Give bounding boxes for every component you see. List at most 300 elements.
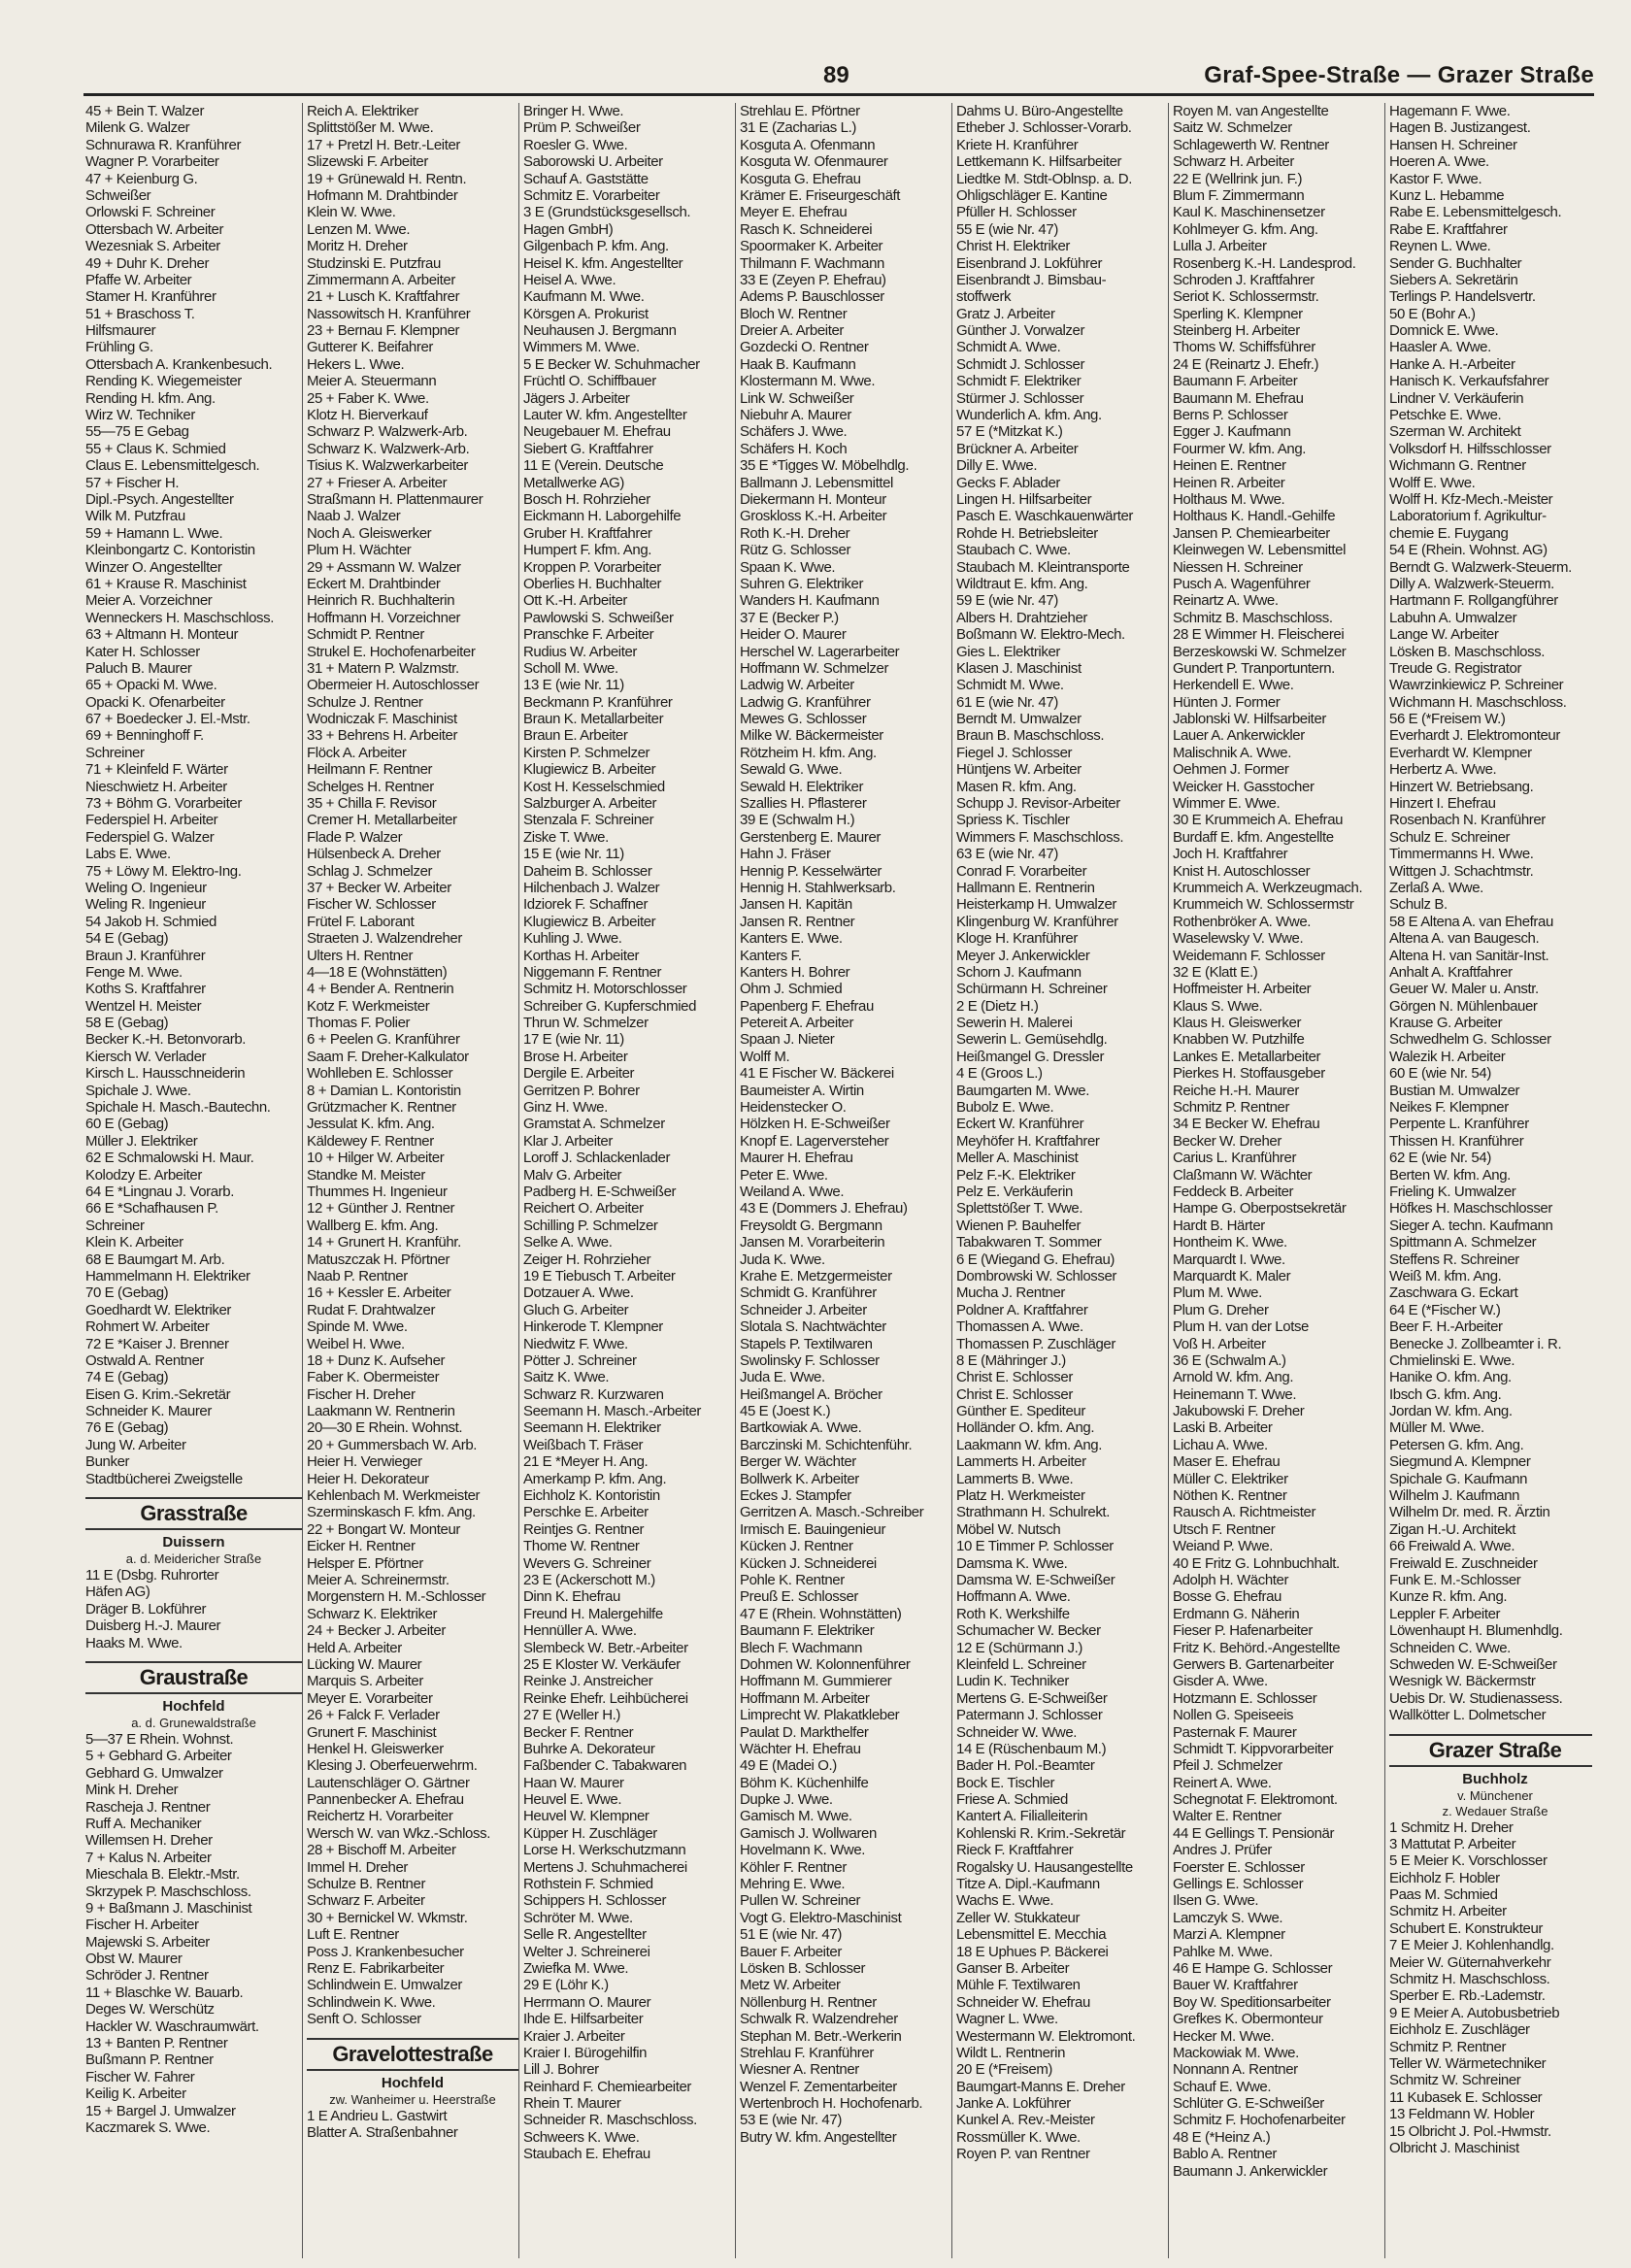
- directory-entry: Barczinski M. Schichtenführ.: [740, 1436, 913, 1453]
- directory-entry: Hennüller A. Wwe.: [523, 1622, 637, 1640]
- directory-entry: Schelges H. Rentner: [307, 778, 434, 795]
- directory-entry: Meier A. Vorzeichner: [85, 592, 213, 610]
- directory-entry: Tisius K. Walzwerkarbeiter: [307, 457, 469, 475]
- directory-entry: Suhren G. Elektriker: [740, 575, 864, 592]
- directory-entry: Korthas H. Arbeiter: [523, 947, 640, 964]
- directory-entry: Baumgarten M. Wwe.: [956, 1082, 1090, 1099]
- directory-entry: Bunker: [85, 1453, 130, 1471]
- directory-entry: Lichau A. Wwe.: [1173, 1436, 1268, 1453]
- directory-entry: Hennig H. Stahlwerksarb.: [740, 879, 896, 896]
- directory-entry: Mink H. Dreher: [85, 1782, 179, 1799]
- directory-entry: Wirz W. Techniker: [85, 407, 195, 424]
- directory-entry: Oberlies H. Buchhalter: [523, 575, 662, 592]
- directory-entry: Heißmangel A. Bröcher: [740, 1385, 882, 1403]
- directory-entry: Mewes G. Schlosser: [740, 711, 867, 728]
- directory-entry: Hekers L. Wwe.: [307, 355, 405, 373]
- directory-entry: Heuvel E. Wwe.: [523, 1791, 622, 1809]
- directory-entry: Petschke E. Wwe.: [1389, 407, 1502, 424]
- directory-entry: Wimmers F. Maschschloss.: [956, 828, 1124, 846]
- directory-entry: Hagemann F. Wwe.: [1389, 103, 1511, 119]
- directory-entry: Rending K. Wiegemeister: [85, 373, 242, 390]
- directory-column: [951, 103, 1168, 2258]
- directory-entry: Naab J. Walzer: [307, 508, 401, 525]
- directory-entry: 23 E (Ackerschott M.): [523, 1571, 655, 1588]
- directory-entry: Schauf E. Wwe.: [1173, 2078, 1272, 2095]
- directory-entry: 58 E Altena A. van Ehefrau: [1389, 913, 1553, 930]
- directory-entry: Kraier J. Arbeiter: [523, 2027, 625, 2045]
- directory-entry: Dergile E. Arbeiter: [523, 1065, 635, 1083]
- directory-entry: Humpert F. kfm. Ang.: [523, 542, 652, 559]
- directory-entry: 24 + Becker J. Arbeiter: [307, 1622, 446, 1640]
- directory-entry: Rosenberg K.-H. Landesprod.: [1173, 254, 1356, 272]
- directory-entry: Thoms W. Schiffsführer: [1173, 339, 1315, 356]
- directory-entry: 61 + Krause R. Maschinist: [85, 575, 247, 592]
- directory-entry: Selke A. Wwe.: [523, 1234, 613, 1251]
- directory-entry: Treude G. Registrator: [1389, 659, 1522, 677]
- directory-entry: 69 + Benninghoff F.: [85, 727, 204, 745]
- directory-entry: Dilly A. Walzwerk-Steuerm.: [1389, 575, 1554, 592]
- directory-entry: Kastor F. Wwe.: [1389, 170, 1482, 187]
- directory-entry: Slizewski F. Arbeiter: [307, 153, 428, 171]
- directory-entry: Hontheim K. Wwe.: [1173, 1234, 1287, 1251]
- directory-entry: Schürmann H. Schreiner: [956, 981, 1108, 998]
- directory-entry: Deges W. Werschütz: [85, 2001, 215, 2018]
- directory-entry: 30 + Bernickel W. Wkmstr.: [307, 1909, 468, 1926]
- directory-entry: Studzinski E. Putzfrau: [307, 254, 441, 272]
- directory-entry: Kleinfeld L. Schreiner: [956, 1655, 1086, 1673]
- directory-entry: 58 E (Gebag): [85, 1015, 169, 1032]
- directory-entry: 28 + Bischoff M. Arbeiter: [307, 1842, 456, 1859]
- directory-entry: Schmitz P. Rentner: [1389, 2038, 1507, 2055]
- directory-entry: Baumeister A. Wirtin: [740, 1082, 864, 1099]
- directory-entry: Hartmann F. Rollgangführer: [1389, 592, 1558, 610]
- directory-entry: 13 E (wie Nr. 11): [523, 677, 624, 694]
- directory-entry: Kost H. Kesselschmied: [523, 778, 665, 795]
- directory-entry: Rütz G. Schlosser: [740, 542, 851, 559]
- directory-entry: 59 + Hamann L. Wwe.: [85, 524, 223, 542]
- directory-entry: 11 E (Verein. Deutsche: [523, 457, 664, 475]
- directory-entry: Gluch G. Arbeiter: [523, 1301, 629, 1318]
- directory-entry: Rabe E. Lebensmittelgesch.: [1389, 204, 1562, 221]
- directory-entry: Dupke J. Wwe.: [740, 1791, 833, 1809]
- directory-entry: Schneider W. Ehefrau: [956, 1993, 1090, 2011]
- directory-entry: Naab P. Rentner: [307, 1267, 408, 1284]
- directory-entry: Becker F. Rentner: [523, 1723, 634, 1741]
- directory-entry: Marzi A. Klempner: [1173, 1926, 1285, 1944]
- directory-entry: Spinde M. Wwe.: [307, 1318, 408, 1336]
- directory-entry: Laakmann W. Rentnerin: [307, 1403, 455, 1420]
- directory-entry: Wilhelm J. Kaufmann: [1389, 1487, 1520, 1505]
- directory-entry: Gamisch J. Wollwaren: [740, 1824, 877, 1842]
- directory-entry: Schulze J. Rentner: [307, 693, 423, 711]
- directory-entry: Spaan J. Nieter: [740, 1031, 835, 1049]
- directory-entry: Goedhardt W. Elektriker: [85, 1301, 232, 1318]
- directory-entry: Claus E. Lebensmittelgesch.: [85, 457, 260, 475]
- directory-entry: Boy W. Speditionsarbeiter: [1173, 1993, 1331, 2011]
- directory-entry: Mieschala B. Elektr.-Mstr.: [85, 1866, 240, 1884]
- directory-entry: Nöllenburg H. Rentner: [740, 1993, 877, 2011]
- directory-entry: Heinen E. Rentner: [1173, 457, 1286, 475]
- directory-column: [1384, 103, 1592, 2258]
- directory-entry: Braun B. Maschschloss.: [956, 727, 1105, 745]
- directory-entry: Masen R. kfm. Ang.: [956, 778, 1077, 795]
- district-name: Duissern: [162, 1534, 225, 1551]
- directory-entry: Rabe E. Kraftfahrer: [1389, 220, 1508, 238]
- directory-entry: Altena H. van Sanitär-Inst.: [1389, 947, 1549, 964]
- directory-entry: Müller M. Wwe.: [1389, 1419, 1484, 1437]
- directory-entry: Schmidt A. Wwe.: [956, 339, 1061, 356]
- directory-entry: Gisder A. Wwe.: [1173, 1673, 1268, 1690]
- directory-entry: 9 + Baßmann J. Maschinist: [85, 1899, 252, 1917]
- directory-entry: 29 + Assmann W. Walzer: [307, 558, 461, 576]
- directory-entry: Ludin K. Techniker: [956, 1673, 1069, 1690]
- directory-entry: Schwarz K. Walzwerk-Arb.: [307, 440, 470, 457]
- directory-entry: Ilsen G. Wwe.: [1173, 1892, 1259, 1910]
- street-location: a. d. Meidericher Straße: [125, 1551, 262, 1567]
- directory-entry: Royen M. van Angestellte: [1173, 103, 1329, 119]
- directory-entry: Lingen H. Hilfsarbeiter: [956, 490, 1092, 508]
- directory-entry: 5 E Meier K. Vorschlosser: [1389, 1852, 1548, 1870]
- directory-entry: Metz W. Arbeiter: [740, 1977, 841, 1994]
- directory-entry: Klein K. Arbeiter: [85, 1234, 183, 1251]
- directory-entry: 10 + Hilger W. Arbeiter: [307, 1150, 445, 1167]
- directory-entry: Hoffmann M. Arbeiter: [740, 1689, 870, 1707]
- directory-entry: Szallies H. Pflasterer: [740, 795, 867, 813]
- directory-entry: Schmidt G. Kranführer: [740, 1284, 877, 1302]
- directory-entry: Mackowiak M. Wwe.: [1173, 2044, 1299, 2061]
- directory-entry: Labs E. Wwe.: [85, 846, 171, 863]
- directory-entry: Schmitz W. Schreiner: [1389, 2072, 1521, 2089]
- directory-entry: Dinn K. Ehefrau: [523, 1588, 620, 1606]
- directory-entry: 55 + Claus K. Schmied: [85, 440, 226, 457]
- directory-entry: Meller A. Maschinist: [956, 1150, 1079, 1167]
- directory-entry: Bußmann P. Rentner: [85, 2051, 214, 2069]
- directory-entry: Schmidt P. Rentner: [307, 626, 424, 644]
- directory-entry: Heißmangel G. Dressler: [956, 1048, 1105, 1065]
- directory-entry: Heinemann T. Wwe.: [1173, 1385, 1297, 1403]
- directory-entry: Federspiel H. Arbeiter: [85, 812, 218, 829]
- directory-entry: 64 E (*Fischer W.): [1389, 1301, 1501, 1318]
- directory-entry: Heinrich R. Buchhalterin: [307, 592, 455, 610]
- directory-entry: Loroff J. Schlackenlader: [523, 1150, 671, 1167]
- directory-entry: Stadtbücherei Zweigstelle: [85, 1470, 243, 1487]
- directory-entry: 7 + Kalus N. Arbeiter: [85, 1849, 212, 1866]
- directory-entry: Schorn J. Kaufmann: [956, 963, 1082, 981]
- directory-entry: Benecke J. Zollbeamter i. R.: [1389, 1335, 1562, 1352]
- directory-entry: Christ E. Schlosser: [956, 1369, 1073, 1386]
- directory-entry: Kotz F. Werkmeister: [307, 997, 430, 1015]
- directory-entry: Sperling K. Klempner: [1173, 305, 1303, 322]
- directory-entry: Schmitz F. Hochofenarbeiter: [1173, 2112, 1346, 2129]
- directory-entry: Jakubowski F. Dreher: [1173, 1403, 1305, 1420]
- directory-entry: Klingenburg W. Kranführer: [956, 913, 1118, 930]
- directory-entry: 73 + Böhm G. Vorarbeiter: [85, 795, 242, 813]
- directory-entry: Schreiber G. Kupferschmied: [523, 997, 697, 1015]
- directory-entry: Dräger B. Lokführer: [85, 1600, 207, 1618]
- directory-entry: Braun K. Metallarbeiter: [523, 711, 664, 728]
- directory-entry: Herbertz A. Wwe.: [1389, 761, 1497, 779]
- directory-entry: Herrmann O. Maurer: [523, 1993, 651, 2011]
- directory-entry: Thilmann F. Wachmann: [740, 254, 885, 272]
- directory-entry: 57 E (*Mitzkat K.): [956, 423, 1063, 441]
- directory-entry: Walter E. Rentner: [1173, 1808, 1282, 1825]
- directory-entry: Wichmann G. Rentner: [1389, 457, 1526, 475]
- directory-entry: Orlowski F. Schreiner: [85, 204, 216, 221]
- directory-entry: Fiegel J. Schlosser: [956, 744, 1073, 761]
- directory-entry: Schroden J. Kraftfahrer: [1173, 271, 1315, 288]
- directory-entry: Reinartz A. Wwe.: [1173, 592, 1279, 610]
- directory-entry: Lamczyk S. Wwe.: [1173, 1909, 1283, 1926]
- directory-entry: 1 Schmitz H. Dreher: [1389, 1818, 1514, 1836]
- directory-entry: Sewerin L. Gemüsehdlg.: [956, 1031, 1108, 1049]
- directory-entry: Burdaff E. kfm. Angestellte: [1173, 828, 1334, 846]
- directory-entry: Schubert E. Konstrukteur: [1389, 1919, 1543, 1937]
- directory-entry: 49 + Duhr K. Dreher: [85, 254, 210, 272]
- directory-entry: Spriess K. Tischler: [956, 812, 1070, 829]
- directory-entry: Thomassen A. Wwe.: [956, 1318, 1083, 1336]
- directory-entry: Hanisch K. Verkaufsfahrer: [1389, 373, 1549, 390]
- directory-entry: Pasch E. Waschkauenwärter: [956, 508, 1134, 525]
- directory-entry: Ruff A. Mechaniker: [85, 1815, 202, 1832]
- directory-entry: Schmidt T. Kippvorarbeiter: [1173, 1740, 1334, 1757]
- directory-entry: Holthaus M. Wwe.: [1173, 490, 1285, 508]
- directory-entry: Lösken B. Schlosser: [740, 1959, 866, 1977]
- directory-entry: Carius L. Kranführer: [1173, 1150, 1297, 1167]
- directory-entry: Schweden W. E-Schweißer: [1389, 1655, 1557, 1673]
- directory-entry: 9 E Meier A. Autobusbetrieb: [1389, 2004, 1560, 2021]
- directory-entry: Wolff H. Kfz-Mech.-Meister: [1389, 490, 1553, 508]
- directory-entry: Ibsch G. kfm. Ang.: [1389, 1385, 1502, 1403]
- directory-entry: 45 E (Joest K.): [740, 1403, 831, 1420]
- directory-entry: Rasch K. Schneiderei: [740, 220, 873, 238]
- directory-entry: 26 + Falck F. Verlader: [307, 1707, 440, 1724]
- directory-entry: Schmidt J. Schlosser: [956, 355, 1085, 373]
- directory-entry: Wiesner A. Rentner: [740, 2061, 859, 2079]
- directory-entry: Terlings P. Handelsvertr.: [1389, 288, 1536, 306]
- directory-entry: Frieling K. Umwalzer: [1389, 1184, 1516, 1200]
- directory-entry: Klostermann M. Wwe.: [740, 373, 876, 390]
- directory-entry: Waselewsky V. Wwe.: [1173, 930, 1304, 948]
- directory-entry: Kohlmeyer G. kfm. Ang.: [1173, 220, 1318, 238]
- directory-entry: Schreiner: [85, 1217, 145, 1234]
- directory-entry: Grunert F. Maschinist: [307, 1723, 437, 1741]
- directory-entry: 67 + Boedecker J. El.-Mstr.: [85, 711, 250, 728]
- directory-entry: Ohligschläger E. Kantine: [956, 186, 1108, 204]
- directory-entry: Steffens R. Schreiner: [1389, 1251, 1519, 1268]
- directory-entry: 55—75 E Gebag: [85, 423, 189, 441]
- directory-entry: Nieschwietz H. Arbeiter: [85, 778, 227, 795]
- directory-entry: Swolinsky F. Schlosser: [740, 1351, 880, 1369]
- directory-entry: Mühle F. Textilwaren: [956, 1977, 1081, 1994]
- directory-entry: Kolodzy E. Arbeiter: [85, 1166, 202, 1184]
- directory-entry: Rothenbröker A. Wwe.: [1173, 913, 1312, 930]
- directory-entry: Jansen M. Vorarbeiterin: [740, 1234, 885, 1251]
- directory-entry: Fieser P. Hafenarbeiter: [1173, 1622, 1313, 1640]
- directory-entry: 66 Freiwald A. Wwe.: [1389, 1538, 1515, 1555]
- directory-entry: Staubach E. Ehefrau: [523, 2146, 650, 2163]
- directory-entry: Saitz K. Wwe.: [523, 1369, 610, 1386]
- directory-entry: Bosse G. Ehefrau: [1173, 1588, 1282, 1606]
- directory-entry: Labuhn A. Umwalzer: [1389, 609, 1517, 626]
- directory-entry: Kiersch W. Verlader: [85, 1048, 207, 1065]
- directory-entry: Thomas F. Polier: [307, 1015, 411, 1032]
- directory-entry: Krämer E. Friseurgeschäft: [740, 186, 901, 204]
- directory-entry: Wildtraut E. kfm. Ang.: [956, 575, 1088, 592]
- directory-entry: Dipl.-Psych. Angestellter: [85, 490, 234, 508]
- directory-entry: Obermeier H. Autoschlosser: [307, 677, 480, 694]
- directory-entry: Freund H. Malergehilfe: [523, 1605, 663, 1622]
- directory-entry: Uebis Dr. W. Studienassess.: [1389, 1689, 1563, 1707]
- directory-entry: Häfen AG): [85, 1584, 150, 1601]
- directory-entry: 23 + Bernau F. Klempner: [307, 322, 460, 340]
- directory-entry: Schulz E. Schreiner: [1389, 828, 1511, 846]
- directory-entry: Gies L. Elektriker: [956, 643, 1060, 660]
- directory-entry: Hölzken H. E-Schweißer: [740, 1116, 890, 1133]
- directory-entry: Flöck A. Arbeiter: [307, 744, 407, 761]
- directory-entry: 15 Olbricht J. Pol.-Hwmstr.: [1389, 2122, 1551, 2140]
- directory-entry: Amerkamp P. kfm. Ang.: [523, 1470, 667, 1487]
- directory-entry: 33 E (Zeyen P. Ehefrau): [740, 271, 886, 288]
- directory-entry: Ganser B. Arbeiter: [956, 1959, 1070, 1977]
- directory-entry: Ott K.-H. Arbeiter: [523, 592, 627, 610]
- directory-entry: Jansen H. Kapitän: [740, 896, 852, 914]
- directory-entry: Marquardt K. Maler: [1173, 1267, 1291, 1284]
- directory-entry: Schmitz H. Maschschloss.: [1389, 1971, 1550, 1988]
- directory-entry: Anhalt A. Kraftfahrer: [1389, 963, 1513, 981]
- directory-entry: Poss J. Krankenbesucher: [307, 1943, 464, 1960]
- directory-entry: Baumann M. Ehefrau: [1173, 389, 1304, 407]
- directory-entry: Schlüter G. E-Schweißer: [1173, 2095, 1324, 2113]
- directory-entry: Strukel E. Hochofenarbeiter: [307, 643, 476, 660]
- directory-entry: Kleinwegen W. Lebensmittel: [1173, 542, 1347, 559]
- directory-entry: Rohde H. Betriebsleiter: [956, 524, 1098, 542]
- directory-entry: Reichert O. Arbeiter: [523, 1200, 644, 1217]
- directory-entry: Ladwig G. Kranführer: [740, 693, 871, 711]
- directory-entry: Peter E. Wwe.: [740, 1166, 828, 1184]
- directory-entry: Thissen H. Kranführer: [1389, 1132, 1524, 1150]
- directory-entry: Weibel H. Wwe.: [307, 1335, 405, 1352]
- directory-entry: Heilmann F. Rentner: [307, 761, 433, 779]
- directory-entry: Gamisch M. Wwe.: [740, 1808, 852, 1825]
- directory-entry: Gecks F. Ablader: [956, 474, 1060, 491]
- directory-entry: Dotzauer A. Wwe.: [523, 1284, 634, 1302]
- directory-entry: Neuhausen J. Bergmann: [523, 322, 677, 340]
- directory-entry: 19 E Tiebusch T. Arbeiter: [523, 1267, 676, 1284]
- directory-entry: Hülsenbeck A. Dreher: [307, 846, 441, 863]
- directory-entry: 49 E (Madei O.): [740, 1757, 837, 1775]
- directory-entry: Seriot K. Schlossermstr.: [1173, 288, 1319, 306]
- directory-entry: Standke M. Meister: [307, 1166, 426, 1184]
- directory-entry: Blatter A. Straßenbahner: [307, 2123, 458, 2141]
- directory-entry: Jansen R. Rentner: [740, 913, 855, 930]
- directory-entry: Marquardt I. Wwe.: [1173, 1251, 1285, 1268]
- directory-entry: Immel H. Dreher: [307, 1858, 409, 1876]
- directory-entry: Reinke J. Anstreicher: [523, 1673, 653, 1690]
- directory-entry: Schulze B. Rentner: [307, 1876, 426, 1893]
- directory-entry: Schlag J. Schmelzer: [307, 862, 433, 880]
- directory-entry: Weidemann F. Schlosser: [1173, 947, 1325, 964]
- directory-entry: 28 E Wimmer H. Fleischerei: [1173, 626, 1345, 644]
- directory-entry: Krummeich A. Werkzeugmach.: [1173, 879, 1363, 896]
- directory-entry: Heisel K. kfm. Angestellter: [523, 254, 683, 272]
- directory-entry: 31 + Matern P. Walzmstr.: [307, 659, 459, 677]
- directory-entry: Cremer H. Metallarbeiter: [307, 812, 457, 829]
- directory-entry: Holthaus K. Handl.-Gehilfe: [1173, 508, 1336, 525]
- directory-entry: Kuhling J. Wwe.: [523, 930, 622, 948]
- directory-entry: Kloge H. Kranführer: [956, 930, 1078, 948]
- directory-entry: Walezik H. Arbeiter: [1389, 1048, 1506, 1065]
- directory-entry: Paluch B. Maurer: [85, 659, 192, 677]
- directory-entry: 40 E Fritz G. Lohnbuchhalt.: [1173, 1554, 1340, 1572]
- directory-entry: Lösken B. Maschschloss.: [1389, 643, 1546, 660]
- directory-entry: Baumann J. Ankerwickler: [1173, 2162, 1328, 2180]
- directory-entry: Rohmert W. Arbeiter: [85, 1318, 210, 1336]
- directory-entry: Dohmen W. Kolonnenführer: [740, 1655, 911, 1673]
- directory-entry: Rogalsky U. Hausangestellte: [956, 1858, 1133, 1876]
- directory-entry: Pelz F.-K. Elektriker: [956, 1166, 1076, 1184]
- directory-entry: Andres J. Prüfer: [1173, 1842, 1272, 1859]
- directory-entry: Kroppen P. Vorarbeiter: [523, 558, 661, 576]
- directory-entry: Klar J. Arbeiter: [523, 1132, 613, 1150]
- directory-entry: 63 + Altmann H. Monteur: [85, 626, 239, 644]
- directory-entry: Splettstößer T. Wwe.: [956, 1200, 1083, 1217]
- directory-entry: Sewald G. Wwe.: [740, 761, 843, 779]
- directory-entry: 4—18 E (Wohnstätten): [307, 963, 448, 981]
- directory-entry: Hoeren A. Wwe.: [1389, 153, 1489, 171]
- directory-entry: Hilfsmaurer: [85, 322, 156, 340]
- directory-entry: Ottersbach A. Krankenbesuch.: [85, 355, 273, 373]
- directory-entry: Schwedhelm G. Schlosser: [1389, 1031, 1551, 1049]
- directory-entry: Niggemann F. Rentner: [523, 963, 662, 981]
- directory-entry: Wohlleben E. Schlosser: [307, 1065, 453, 1083]
- directory-entry: 10 E Timmer P. Schlosser: [956, 1538, 1114, 1555]
- directory-entry: Flade P. Walzer: [307, 828, 403, 846]
- directory-entry: Schneider R. Maschschloss.: [523, 2112, 697, 2129]
- directory-entry: 12 E (Schürmann J.): [956, 1639, 1082, 1656]
- directory-entry: Slotala S. Nachtwächter: [740, 1318, 886, 1336]
- directory-entry: Held A. Arbeiter: [307, 1639, 402, 1656]
- directory-entry: Gilgenbach P. kfm. Ang.: [523, 238, 669, 255]
- directory-entry: Küpper H. Zuschläger: [523, 1824, 657, 1842]
- directory-entry: Haak B. Kaufmann: [740, 355, 856, 373]
- directory-entry: 25 E Kloster W. Verkäufer: [523, 1655, 681, 1673]
- directory-entry: Reintjes G. Rentner: [523, 1520, 645, 1538]
- directory-entry: Eisen G. Krim.-Sekretär: [85, 1385, 231, 1403]
- header-rule: [83, 93, 1594, 96]
- directory-entry: Klugiewicz B. Arbeiter: [523, 761, 656, 779]
- directory-entry: Reichertz H. Vorarbeiter: [307, 1808, 453, 1825]
- directory-entry: Kosguta G. Ehefrau: [740, 170, 861, 187]
- directory-entry: Dombrowski W. Schlosser: [956, 1267, 1117, 1284]
- directory-entry: 39 E (Schwalm H.): [740, 812, 855, 829]
- directory-entry: 17 E (wie Nr. 11): [523, 1031, 624, 1049]
- directory-entry: 59 E (wie Nr. 47): [956, 592, 1058, 610]
- directory-entry: Scholl M. Wwe.: [523, 659, 618, 677]
- directory-entry: Klotz H. Bierverkauf: [307, 407, 428, 424]
- directory-entry: Hofmann M. Drahtbinder: [307, 186, 458, 204]
- directory-entry: Wevers G. Schreiner: [523, 1554, 651, 1572]
- directory-entry: Siebers A. Sekretärin: [1389, 271, 1518, 288]
- directory-entry: Christ H. Elektriker: [956, 238, 1071, 255]
- directory-entry: Schegnotat F. Elektromont.: [1173, 1791, 1338, 1809]
- directory-entry: Wentzel H. Meister: [85, 997, 202, 1015]
- directory-entry: Kaul K. Maschinensetzer: [1173, 204, 1325, 221]
- directory-entry: Lankes E. Metallarbeiter: [1173, 1048, 1321, 1065]
- directory-entry: Lenzen M. Wwe.: [307, 220, 411, 238]
- directory-entry: Limprecht W. Plakatkleber: [740, 1707, 900, 1724]
- directory-entry: Hovelmann K. Wwe.: [740, 1842, 866, 1859]
- directory-entry: 54 Jakob H. Schmied: [85, 913, 216, 930]
